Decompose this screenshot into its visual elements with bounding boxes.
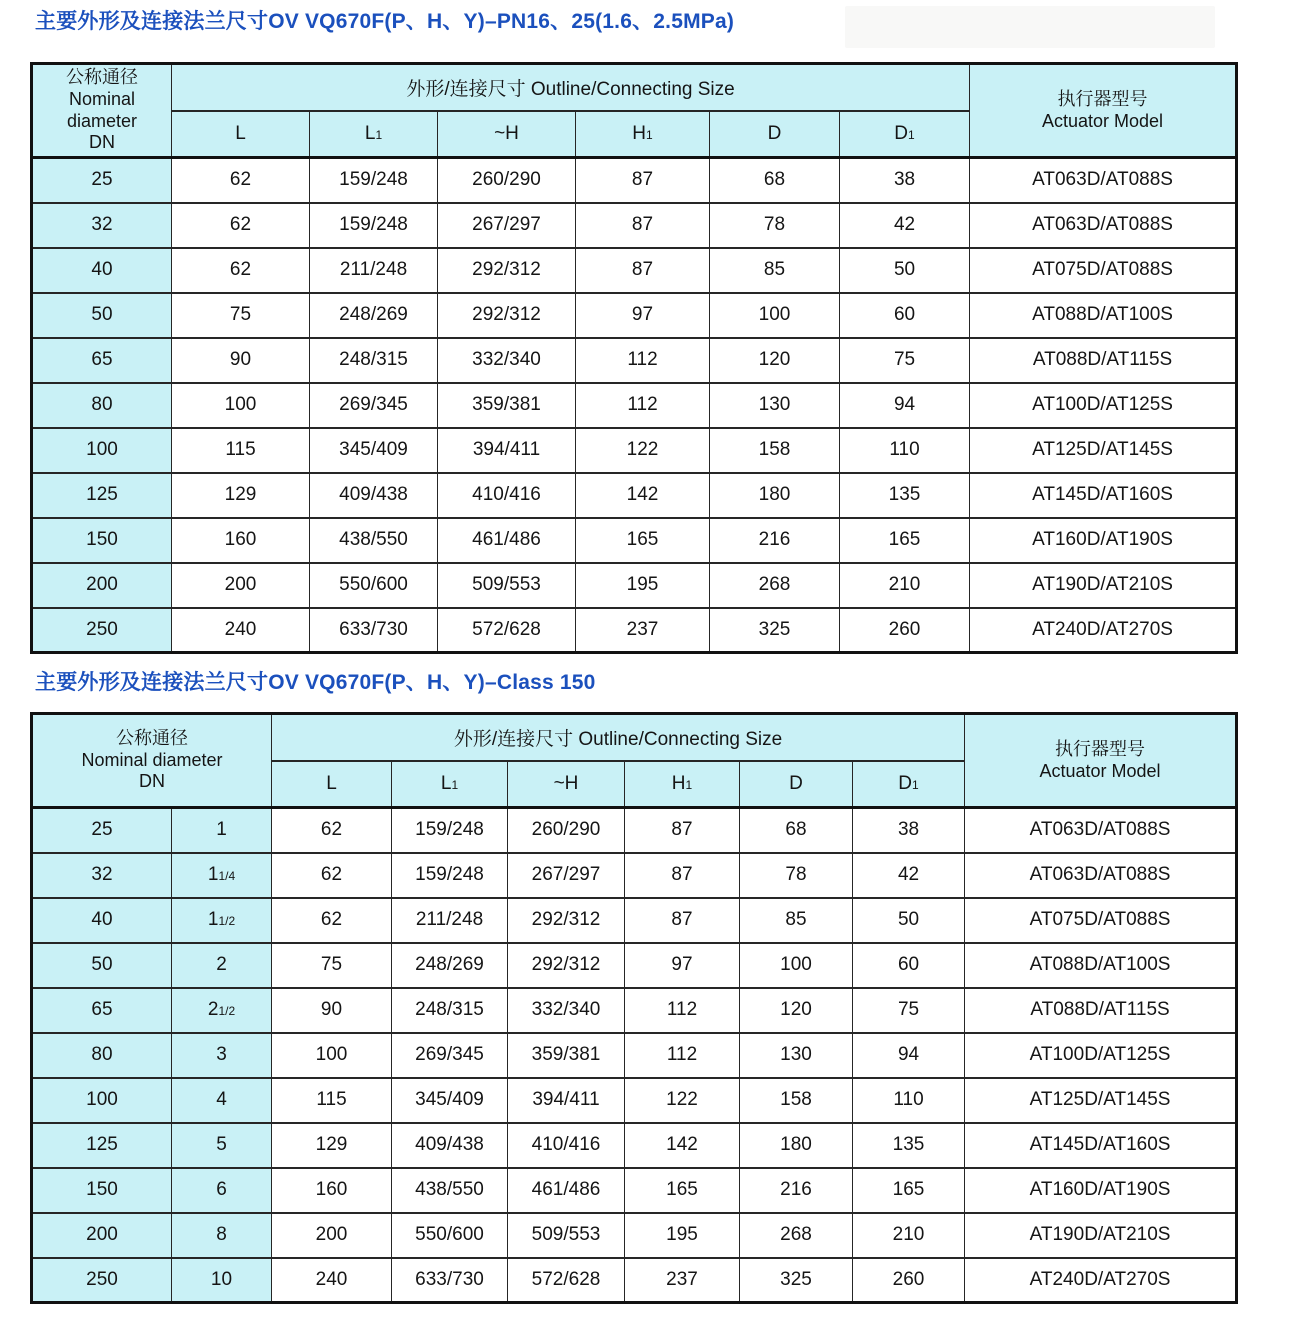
dim-cell: 90 bbox=[172, 338, 310, 383]
col-header-D: D bbox=[740, 761, 853, 808]
dim-cell: 292/312 bbox=[438, 248, 576, 293]
dim-cell: 115 bbox=[172, 428, 310, 473]
dim-cell: 87 bbox=[576, 203, 710, 248]
table-row bbox=[32, 338, 1237, 383]
dn-header-line: diameter bbox=[66, 110, 138, 131]
subscript: 1 bbox=[908, 127, 915, 142]
dn-cell: 100 bbox=[32, 428, 172, 473]
dim-cell: 112 bbox=[625, 988, 740, 1033]
dim-cell: 159/248 bbox=[310, 203, 438, 248]
dim-cell: 438/550 bbox=[392, 1168, 508, 1213]
dn-cell: 65 bbox=[32, 988, 172, 1033]
dim-cell: 50 bbox=[853, 898, 965, 943]
dim-cell: 267/297 bbox=[508, 853, 625, 898]
inch-fraction: 1/2 bbox=[218, 914, 236, 928]
dim-cell: 100 bbox=[272, 1033, 392, 1078]
actuator-cell: AT125D/AT145S bbox=[970, 428, 1237, 473]
dim-cell: 78 bbox=[740, 853, 853, 898]
dim-cell: 410/416 bbox=[438, 473, 576, 518]
actuator-cell: AT240D/AT270S bbox=[970, 608, 1237, 653]
dim-cell: 237 bbox=[625, 1258, 740, 1303]
actuator-cell: AT063D/AT088S bbox=[970, 158, 1237, 203]
table-row bbox=[32, 383, 1237, 428]
dim-cell: 62 bbox=[172, 203, 310, 248]
dim-cell: 359/381 bbox=[438, 383, 576, 428]
dim-cell: 112 bbox=[576, 338, 710, 383]
col-header-L: L bbox=[272, 761, 392, 808]
actuator-cell: AT125D/AT145S bbox=[965, 1078, 1237, 1123]
actuator-column-header bbox=[965, 714, 1237, 808]
dim-cell: 550/600 bbox=[310, 563, 438, 608]
dim-cell: 75 bbox=[172, 293, 310, 338]
dim-cell: 325 bbox=[710, 608, 840, 653]
dim-cell: 100 bbox=[710, 293, 840, 338]
dim-cell: 42 bbox=[840, 203, 970, 248]
dim-cell: 240 bbox=[172, 608, 310, 653]
dim-cell: 62 bbox=[172, 158, 310, 203]
dim-cell: 115 bbox=[272, 1078, 392, 1123]
dim-cell: 68 bbox=[710, 158, 840, 203]
dim-cell: 180 bbox=[740, 1123, 853, 1168]
dim-cell: 268 bbox=[710, 563, 840, 608]
dim-cell: 267/297 bbox=[438, 203, 576, 248]
dim-cell: 292/312 bbox=[508, 898, 625, 943]
dim-cell: 160 bbox=[272, 1168, 392, 1213]
dim-cell: 240 bbox=[272, 1258, 392, 1303]
dn-cell: 200 bbox=[32, 1213, 172, 1258]
dim-cell: 200 bbox=[272, 1213, 392, 1258]
dim-cell: 85 bbox=[710, 248, 840, 293]
dim-cell: 94 bbox=[840, 383, 970, 428]
table-row bbox=[32, 1123, 1237, 1168]
dn-header-line: 公称通径 bbox=[116, 727, 188, 748]
actuator-cell: AT088D/AT100S bbox=[970, 293, 1237, 338]
dim-cell: 461/486 bbox=[438, 518, 576, 563]
dim-cell: 410/416 bbox=[508, 1123, 625, 1168]
dim-cell: 110 bbox=[853, 1078, 965, 1123]
dim-cell: 345/409 bbox=[392, 1078, 508, 1123]
dim-cell: 165 bbox=[853, 1168, 965, 1213]
dim-cell: 195 bbox=[576, 563, 710, 608]
dim-cell: 195 bbox=[625, 1213, 740, 1258]
table-row bbox=[32, 248, 1237, 293]
dn-header-line: Nominal bbox=[68, 88, 136, 109]
dim-cell: 159/248 bbox=[392, 853, 508, 898]
dn-cell: 150 bbox=[32, 518, 172, 563]
dn-cell: 200 bbox=[32, 563, 172, 608]
dim-cell: 268 bbox=[740, 1213, 853, 1258]
dim-cell: 394/411 bbox=[508, 1078, 625, 1123]
dim-cell: 248/269 bbox=[392, 943, 508, 988]
dim-cell: 110 bbox=[840, 428, 970, 473]
dn-cell: 40 bbox=[32, 898, 172, 943]
dim-cell: 438/550 bbox=[310, 518, 438, 563]
dim-cell: 158 bbox=[710, 428, 840, 473]
actuator-column-header bbox=[970, 64, 1237, 158]
table-body bbox=[32, 808, 1237, 1303]
table-header bbox=[32, 64, 1237, 158]
dim-cell: 112 bbox=[625, 1033, 740, 1078]
inch-cell: 2 bbox=[172, 943, 272, 988]
dim-cell: 260 bbox=[840, 608, 970, 653]
dim-cell: 165 bbox=[625, 1168, 740, 1213]
actuator-cell: AT160D/AT190S bbox=[970, 518, 1237, 563]
pn16-section-title: 主要外形及连接法兰尺寸OV VQ670F(P、H、Y)–PN16、25(1.6、2.5MPa) bbox=[35, 10, 735, 33]
actuator-cell: AT190D/AT210S bbox=[970, 563, 1237, 608]
table-row bbox=[32, 203, 1237, 248]
dim-cell: 62 bbox=[272, 853, 392, 898]
dim-cell: 100 bbox=[172, 383, 310, 428]
dn-cell: 250 bbox=[32, 1258, 172, 1303]
dim-cell: 94 bbox=[853, 1033, 965, 1078]
dn-cell: 125 bbox=[32, 473, 172, 518]
inch-cell: 5 bbox=[172, 1123, 272, 1168]
actuator-cell: AT063D/AT088S bbox=[965, 853, 1237, 898]
inch-cell: 1 bbox=[172, 808, 272, 853]
subscript: 1 bbox=[646, 127, 653, 142]
dn-cell: 40 bbox=[32, 248, 172, 293]
outline-size-group-header: 外形/连接尺寸 Outline/Connecting Size bbox=[172, 64, 970, 111]
table-row bbox=[32, 473, 1237, 518]
dim-cell: 159/248 bbox=[392, 808, 508, 853]
dim-cell: 62 bbox=[172, 248, 310, 293]
dn-cell: 25 bbox=[32, 808, 172, 853]
table-row bbox=[32, 943, 1237, 988]
subscript: 1 bbox=[685, 777, 693, 792]
dim-cell: 165 bbox=[576, 518, 710, 563]
dim-cell: 461/486 bbox=[508, 1168, 625, 1213]
actuator-cell: AT075D/AT088S bbox=[970, 248, 1237, 293]
actuator-cell: AT063D/AT088S bbox=[970, 203, 1237, 248]
dim-cell: 97 bbox=[625, 943, 740, 988]
dn-cell: 80 bbox=[32, 383, 172, 428]
inch-cell: 8 bbox=[172, 1213, 272, 1258]
scan-artifact bbox=[845, 6, 1215, 48]
table-header bbox=[32, 714, 1237, 808]
dn-header-line: DN bbox=[139, 771, 165, 792]
dim-cell: 211/248 bbox=[392, 898, 508, 943]
dim-cell: 158 bbox=[740, 1078, 853, 1123]
dim-cell: 409/438 bbox=[310, 473, 438, 518]
dim-cell: 100 bbox=[740, 943, 853, 988]
dim-cell: 409/438 bbox=[392, 1123, 508, 1168]
dn-cell: 100 bbox=[32, 1078, 172, 1123]
dim-cell: 122 bbox=[625, 1078, 740, 1123]
dim-cell: 211/248 bbox=[310, 248, 438, 293]
dim-cell: 60 bbox=[840, 293, 970, 338]
inch-cell: 4 bbox=[172, 1078, 272, 1123]
dim-cell: 216 bbox=[740, 1168, 853, 1213]
dim-cell: 130 bbox=[710, 383, 840, 428]
table-row bbox=[32, 518, 1237, 563]
actuator-cell: AT145D/AT160S bbox=[965, 1123, 1237, 1168]
col-header-H: ~H bbox=[508, 761, 625, 808]
actuator-cell: AT075D/AT088S bbox=[965, 898, 1237, 943]
actuator-cell: AT088D/AT100S bbox=[965, 943, 1237, 988]
inch-cell: 6 bbox=[172, 1168, 272, 1213]
dim-cell: 135 bbox=[840, 473, 970, 518]
table-row bbox=[32, 158, 1237, 203]
dim-cell: 142 bbox=[625, 1123, 740, 1168]
actuator-cell: AT088D/AT115S bbox=[970, 338, 1237, 383]
inch-cell: 10 bbox=[172, 1258, 272, 1303]
actuator-cell: AT100D/AT125S bbox=[970, 383, 1237, 428]
dim-cell: 87 bbox=[576, 248, 710, 293]
dim-cell: 85 bbox=[740, 898, 853, 943]
table-row bbox=[32, 898, 1237, 943]
inch-cell: 11/4 bbox=[172, 853, 272, 898]
col-header-D: D bbox=[710, 111, 840, 158]
dim-cell: 60 bbox=[853, 943, 965, 988]
class150-spec-table bbox=[30, 712, 1238, 1304]
dim-cell: 509/553 bbox=[438, 563, 576, 608]
dim-cell: 78 bbox=[710, 203, 840, 248]
table-row bbox=[32, 808, 1237, 853]
dim-cell: 248/315 bbox=[310, 338, 438, 383]
dim-cell: 394/411 bbox=[438, 428, 576, 473]
table-row bbox=[32, 988, 1237, 1033]
dim-cell: 97 bbox=[576, 293, 710, 338]
dim-cell: 75 bbox=[853, 988, 965, 1033]
table-row bbox=[32, 1213, 1237, 1258]
dim-cell: 292/312 bbox=[438, 293, 576, 338]
dn-header-line: DN bbox=[89, 132, 115, 153]
dim-cell: 332/340 bbox=[508, 988, 625, 1033]
actuator-cell: AT100D/AT125S bbox=[965, 1033, 1237, 1078]
dn-cell: 50 bbox=[32, 943, 172, 988]
dim-cell: 216 bbox=[710, 518, 840, 563]
table-row bbox=[32, 1078, 1237, 1123]
dim-cell: 237 bbox=[576, 608, 710, 653]
dim-cell: 142 bbox=[576, 473, 710, 518]
dim-cell: 210 bbox=[853, 1213, 965, 1258]
dim-cell: 130 bbox=[740, 1033, 853, 1078]
dim-cell: 87 bbox=[625, 898, 740, 943]
inch-fraction: 1/2 bbox=[218, 1004, 236, 1018]
dim-cell: 165 bbox=[840, 518, 970, 563]
table-row bbox=[32, 1033, 1237, 1078]
dim-cell: 160 bbox=[172, 518, 310, 563]
dn-cell: 32 bbox=[32, 853, 172, 898]
dn-header-line: 公称通径 bbox=[66, 66, 138, 87]
dn-header-line: Nominal diameter bbox=[81, 749, 223, 770]
actuator-header-line: Actuator Model bbox=[1042, 110, 1164, 131]
actuator-header-line: 执行器型号 bbox=[1057, 88, 1148, 109]
dim-cell: 269/345 bbox=[310, 383, 438, 428]
dim-cell: 332/340 bbox=[438, 338, 576, 383]
subscript: 1 bbox=[451, 777, 459, 792]
dn-cell: 150 bbox=[32, 1168, 172, 1213]
actuator-cell: AT063D/AT088S bbox=[965, 808, 1237, 853]
class150-section-title: 主要外形及连接法兰尺寸OV VQ670F(P、H、Y)–Class 150 bbox=[35, 671, 596, 694]
table-body bbox=[32, 158, 1237, 653]
dim-cell: 260/290 bbox=[508, 808, 625, 853]
dim-cell: 292/312 bbox=[508, 943, 625, 988]
dim-cell: 159/248 bbox=[310, 158, 438, 203]
dim-cell: 180 bbox=[710, 473, 840, 518]
table-row bbox=[32, 853, 1237, 898]
table-row bbox=[32, 428, 1237, 473]
dim-cell: 509/553 bbox=[508, 1213, 625, 1258]
actuator-cell: AT160D/AT190S bbox=[965, 1168, 1237, 1213]
dim-cell: 359/381 bbox=[508, 1033, 625, 1078]
dim-cell: 248/315 bbox=[392, 988, 508, 1033]
actuator-cell: AT240D/AT270S bbox=[965, 1258, 1237, 1303]
header-row-1 bbox=[32, 64, 1237, 111]
dim-cell: 112 bbox=[576, 383, 710, 428]
col-header-L1: L1 bbox=[310, 111, 438, 158]
dn-cell: 25 bbox=[32, 158, 172, 203]
dim-cell: 87 bbox=[625, 853, 740, 898]
dim-cell: 572/628 bbox=[438, 608, 576, 653]
dim-cell: 75 bbox=[272, 943, 392, 988]
actuator-header-line: 执行器型号 bbox=[1055, 738, 1146, 759]
table-row bbox=[32, 1168, 1237, 1213]
actuator-cell: AT088D/AT115S bbox=[965, 988, 1237, 1033]
subscript: 1 bbox=[912, 777, 919, 792]
dim-cell: 68 bbox=[740, 808, 853, 853]
inch-cell: 21/2 bbox=[172, 988, 272, 1033]
pn16-spec-table bbox=[30, 62, 1238, 654]
dim-cell: 62 bbox=[272, 808, 392, 853]
dim-cell: 129 bbox=[172, 473, 310, 518]
dim-cell: 90 bbox=[272, 988, 392, 1033]
dim-cell: 120 bbox=[710, 338, 840, 383]
col-header-D1: D1 bbox=[853, 761, 965, 808]
col-header-H1: H1 bbox=[576, 111, 710, 158]
table-row bbox=[32, 293, 1237, 338]
col-header-L1: L1 bbox=[392, 761, 508, 808]
dim-cell: 38 bbox=[853, 808, 965, 853]
dim-cell: 269/345 bbox=[392, 1033, 508, 1078]
table-row bbox=[32, 563, 1237, 608]
dim-cell: 633/730 bbox=[310, 608, 438, 653]
outline-size-group-header: 外形/连接尺寸 Outline/Connecting Size bbox=[272, 714, 965, 761]
inch-fraction: 1/4 bbox=[218, 869, 236, 883]
col-header-H: ~H bbox=[438, 111, 576, 158]
dim-cell: 135 bbox=[853, 1123, 965, 1168]
dim-cell: 87 bbox=[625, 808, 740, 853]
dim-cell: 325 bbox=[740, 1258, 853, 1303]
dim-cell: 248/269 bbox=[310, 293, 438, 338]
col-header-D1: D1 bbox=[840, 111, 970, 158]
dim-cell: 633/730 bbox=[392, 1258, 508, 1303]
col-header-H1: H1 bbox=[625, 761, 740, 808]
dim-cell: 550/600 bbox=[392, 1213, 508, 1258]
subscript: 1 bbox=[375, 127, 383, 142]
dim-cell: 62 bbox=[272, 898, 392, 943]
dn-column-header bbox=[32, 64, 172, 158]
table-row bbox=[32, 608, 1237, 653]
actuator-header-line: Actuator Model bbox=[1039, 760, 1161, 781]
dn-cell: 80 bbox=[32, 1033, 172, 1078]
dn-column-header bbox=[32, 714, 272, 808]
dim-cell: 50 bbox=[840, 248, 970, 293]
header-row-1 bbox=[32, 714, 1237, 761]
dim-cell: 122 bbox=[576, 428, 710, 473]
table-row bbox=[32, 1258, 1237, 1303]
dim-cell: 345/409 bbox=[310, 428, 438, 473]
dim-cell: 129 bbox=[272, 1123, 392, 1168]
dim-cell: 38 bbox=[840, 158, 970, 203]
dim-cell: 260 bbox=[853, 1258, 965, 1303]
dim-cell: 210 bbox=[840, 563, 970, 608]
dim-cell: 260/290 bbox=[438, 158, 576, 203]
dim-cell: 42 bbox=[853, 853, 965, 898]
actuator-cell: AT145D/AT160S bbox=[970, 473, 1237, 518]
dn-cell: 125 bbox=[32, 1123, 172, 1168]
dn-cell: 65 bbox=[32, 338, 172, 383]
dn-cell: 250 bbox=[32, 608, 172, 653]
col-header-L: L bbox=[172, 111, 310, 158]
dim-cell: 200 bbox=[172, 563, 310, 608]
inch-cell: 11/2 bbox=[172, 898, 272, 943]
inch-cell: 3 bbox=[172, 1033, 272, 1078]
dim-cell: 572/628 bbox=[508, 1258, 625, 1303]
dim-cell: 87 bbox=[576, 158, 710, 203]
dim-cell: 120 bbox=[740, 988, 853, 1033]
dn-cell: 50 bbox=[32, 293, 172, 338]
dim-cell: 75 bbox=[840, 338, 970, 383]
dn-cell: 32 bbox=[32, 203, 172, 248]
actuator-cell: AT190D/AT210S bbox=[965, 1213, 1237, 1258]
